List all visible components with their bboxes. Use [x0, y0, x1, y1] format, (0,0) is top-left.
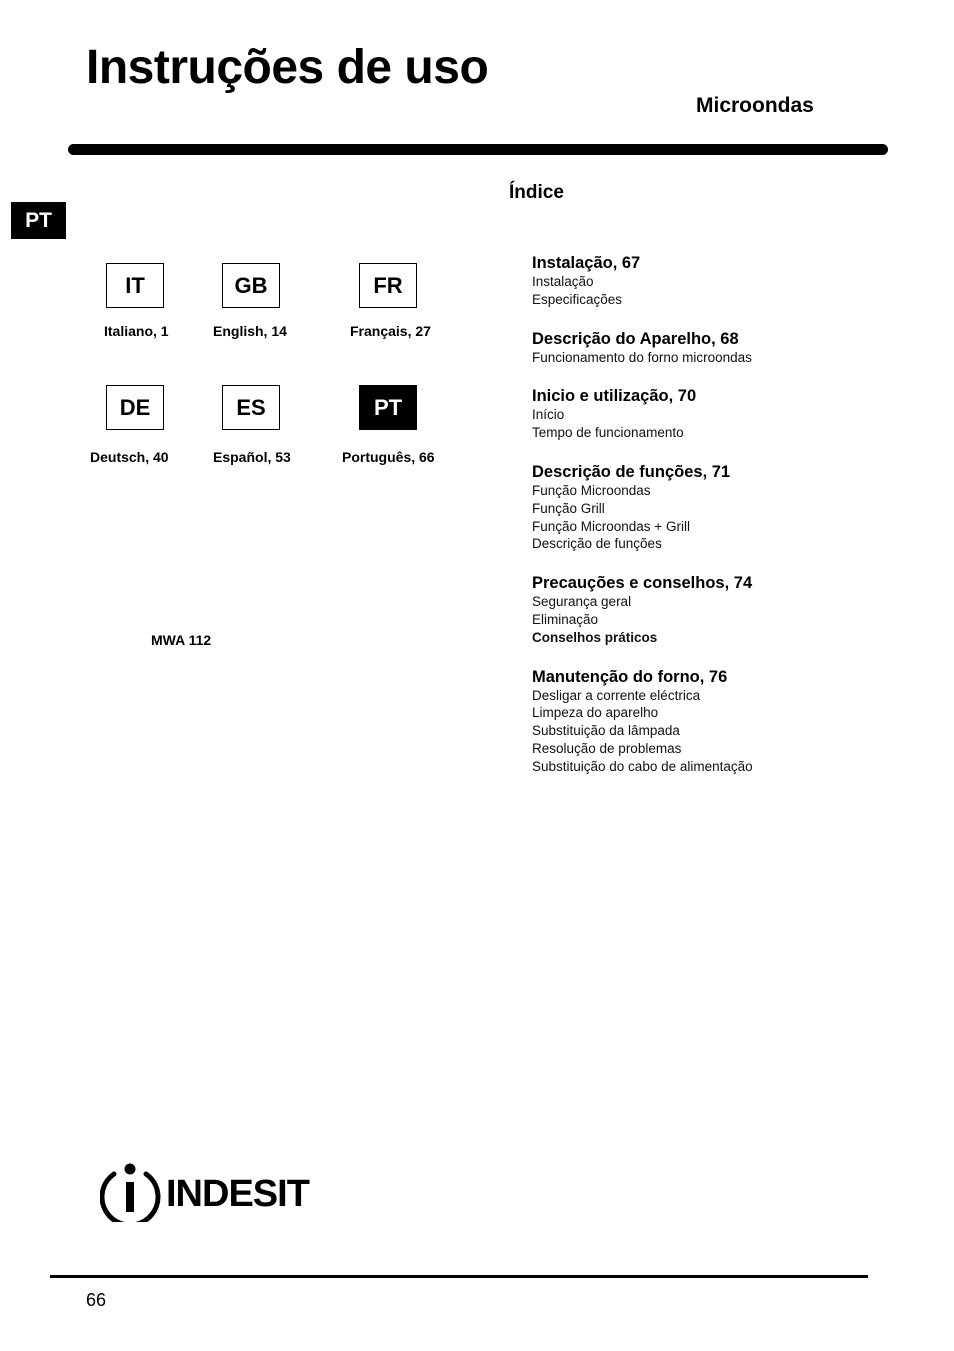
toc-section-precautions [532, 573, 932, 646]
language-label-fr: Français, 27 [350, 323, 431, 339]
toc-item: Função Microondas [532, 482, 651, 498]
toc-item: Eliminação [532, 611, 599, 627]
toc-item: Substituição do cabo de alimentação [532, 758, 753, 774]
language-box-de[interactable]: DE [106, 385, 164, 430]
toc-section-title: Descrição do Aparelho, 68 [532, 329, 739, 348]
toc-section-functions [532, 462, 932, 553]
header-divider [68, 144, 888, 155]
toc-item: Descrição de funções [532, 536, 662, 552]
toc-section-title: Inicio e utilização, 70 [532, 387, 697, 406]
language-label-it: Italiano, 1 [104, 323, 169, 339]
toc-item: Limpeza do aparelho [532, 705, 659, 721]
toc-item: Tempo de funcionamento [532, 425, 684, 441]
language-label-es: Español, 53 [213, 449, 291, 465]
language-label-gb: English, 14 [213, 323, 287, 339]
toc-section-title: Manutenção do forno, 76 [532, 667, 728, 686]
toc-section-description [532, 329, 932, 367]
toc-section-title: Descrição de funções, 71 [532, 462, 731, 481]
product-type: Microondas [696, 94, 814, 117]
toc-item: Substituição da lâmpada [532, 723, 680, 739]
footer-divider [50, 1275, 868, 1278]
toc-item: Início [532, 407, 565, 423]
language-box-fr[interactable]: FR [359, 263, 417, 308]
toc-item: Instalação [532, 274, 594, 289]
toc-item: Função Microondas + Grill [532, 518, 690, 534]
model-number: MWA 112 [151, 632, 212, 648]
toc-item: Desligar a corrente eléctrica [532, 687, 701, 703]
language-box-pt[interactable]: PT [359, 385, 417, 430]
toc-section-title: Precauções e conselhos, 74 [532, 574, 753, 593]
toc-item: Funcionamento do forno microondas [532, 349, 752, 365]
language-box-gb[interactable]: GB [222, 263, 280, 308]
toc-section-installation [532, 253, 932, 309]
toc-section-start [532, 386, 932, 442]
language-box-es[interactable]: ES [222, 385, 280, 430]
page-number: 66 [86, 1290, 107, 1310]
language-side-tab: PT [11, 202, 66, 239]
toc-item: Segurança geral [532, 594, 632, 610]
table-of-contents [532, 253, 932, 796]
toc-item: Resolução de problemas [532, 740, 682, 756]
brand-name: INDESIT [166, 1173, 309, 1215]
toc-item: Conselhos práticos [532, 629, 658, 645]
toc-heading: Índice [509, 182, 564, 203]
toc-item: Especificações [532, 291, 623, 307]
language-box-it[interactable]: IT [106, 263, 164, 308]
language-label-de: Deutsch, 40 [90, 449, 169, 465]
indesit-logo [100, 1158, 330, 1222]
page-title: Instruções de uso [86, 41, 489, 94]
toc-section-title: Instalação, 67 [532, 254, 641, 272]
toc-section-maintenance [532, 667, 932, 776]
toc-item: Função Grill [532, 500, 605, 516]
language-label-pt: Português, 66 [342, 449, 435, 465]
